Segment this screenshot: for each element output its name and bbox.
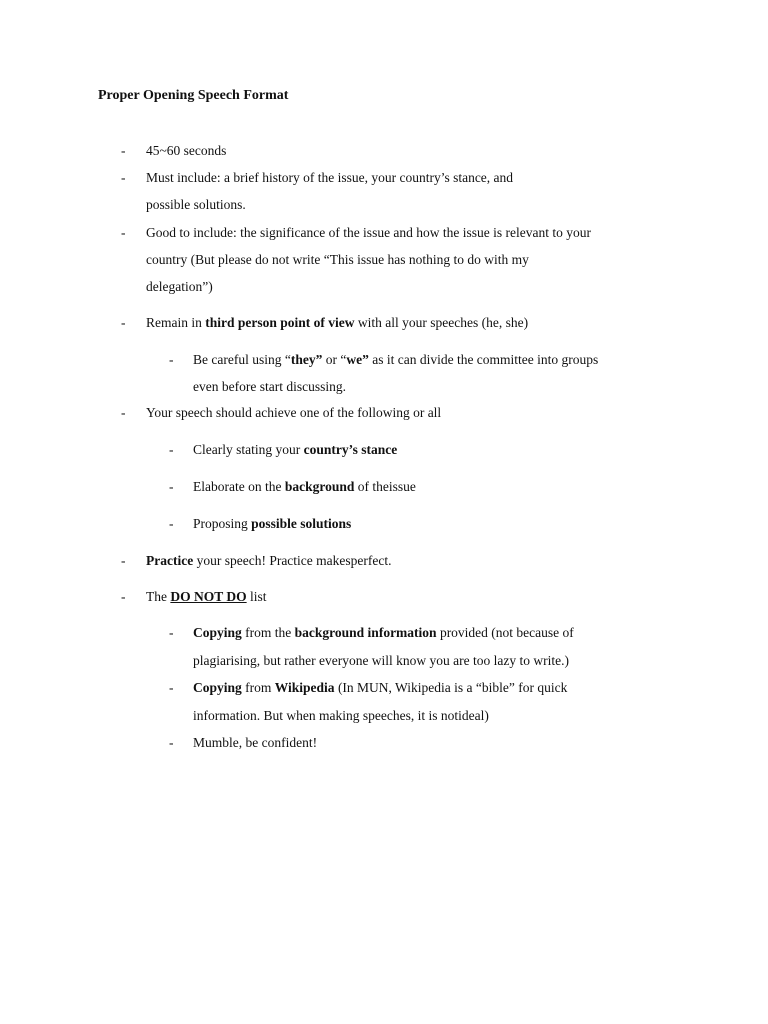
bullet-dash: - <box>121 225 126 240</box>
item-speech-achieve: Your speech should achieve one of the following or all <box>146 405 442 420</box>
text-segment: Remain in <box>146 315 206 330</box>
bold-text: Wikipedia <box>274 680 335 695</box>
text-segment: Be careful using “ <box>193 352 291 367</box>
text-segment: or “ <box>322 352 347 367</box>
bullet-dash: - <box>169 516 174 531</box>
document-title: Proper Opening Speech Format <box>98 88 289 103</box>
bold-underline-text <box>170 589 246 604</box>
text-segment: The <box>146 589 171 604</box>
text-segment: your speech! Practice makesperfect. <box>193 553 392 568</box>
text-segment: from <box>241 680 275 695</box>
item-must-include-line2: possible solutions. <box>146 197 246 212</box>
item-good-include-line1: Good to include: the significance of the issue and how the issue is relevant to your <box>146 225 592 240</box>
text-segment: Proposing <box>193 516 252 531</box>
text-segment: as it can divide the committee into groups <box>368 352 599 367</box>
bold-text: background <box>284 479 355 494</box>
bullet-dash: - <box>121 315 126 330</box>
text-segment: (In MUN, Wikipedia is a “bible” for quick <box>334 680 568 695</box>
bold-text: background information <box>294 625 437 640</box>
text-segment: Clearly stating your <box>193 442 304 457</box>
bullet-dash: - <box>121 553 126 568</box>
bold-text: we” <box>346 352 369 367</box>
item-possible-solutions <box>193 516 351 532</box>
bold-text: they” <box>290 352 323 367</box>
bold-text: country’s stance <box>303 442 398 457</box>
bullet-dash: - <box>121 170 126 185</box>
text-segment: Elaborate on the <box>193 479 285 494</box>
bold-text: Copying <box>193 625 242 640</box>
bullet-dash: - <box>121 405 126 420</box>
underline-text: DO NOT DO <box>170 589 247 604</box>
item-duration: 45~60 seconds <box>146 143 227 158</box>
item-copying-background-line2: plagiarising, but rather everyone will know you are too lazy to write.) <box>193 653 570 668</box>
item-do-not-do <box>146 589 267 605</box>
item-background <box>193 479 416 495</box>
bold-text: possible solutions <box>251 516 352 531</box>
item-copying-wikipedia-line2: information. But when making speeches, it is notideal) <box>193 708 489 723</box>
item-country-stance <box>193 442 397 458</box>
item-good-include-line3: delegation”) <box>146 279 213 294</box>
item-must-include-line1: Must include: a brief history of the issue, your country’s stance, and <box>146 170 514 185</box>
item-careful-they-we-line2: even before start discussing. <box>193 379 346 394</box>
bullet-dash: - <box>169 479 174 494</box>
bullet-dash: - <box>169 680 174 695</box>
item-copying-background <box>193 625 574 641</box>
text-segment: of theissue <box>354 479 416 494</box>
item-practice <box>146 553 392 569</box>
bullet-dash: - <box>169 442 174 457</box>
text-segment: list <box>246 589 267 604</box>
item-mumble: Mumble, be confident! <box>193 735 318 750</box>
item-careful-they-we <box>193 352 598 368</box>
bullet-dash: - <box>121 143 126 158</box>
item-good-include-line2: country (But please do not write “This issue has nothing to do with my <box>146 252 529 267</box>
bold-text: third person point of view <box>205 315 355 330</box>
bullet-dash: - <box>169 352 174 367</box>
bold-text: Practice <box>146 553 194 568</box>
text-segment: provided (not because of <box>436 625 574 640</box>
text-segment: from the <box>241 625 295 640</box>
bullet-dash: - <box>169 735 174 750</box>
bullet-dash: - <box>121 589 126 604</box>
text-segment: with all your speeches (he, she) <box>354 315 529 330</box>
bold-text: Copying <box>193 680 242 695</box>
item-copying-wikipedia <box>193 680 567 696</box>
bullet-dash: - <box>169 625 174 640</box>
item-third-person <box>146 315 528 331</box>
